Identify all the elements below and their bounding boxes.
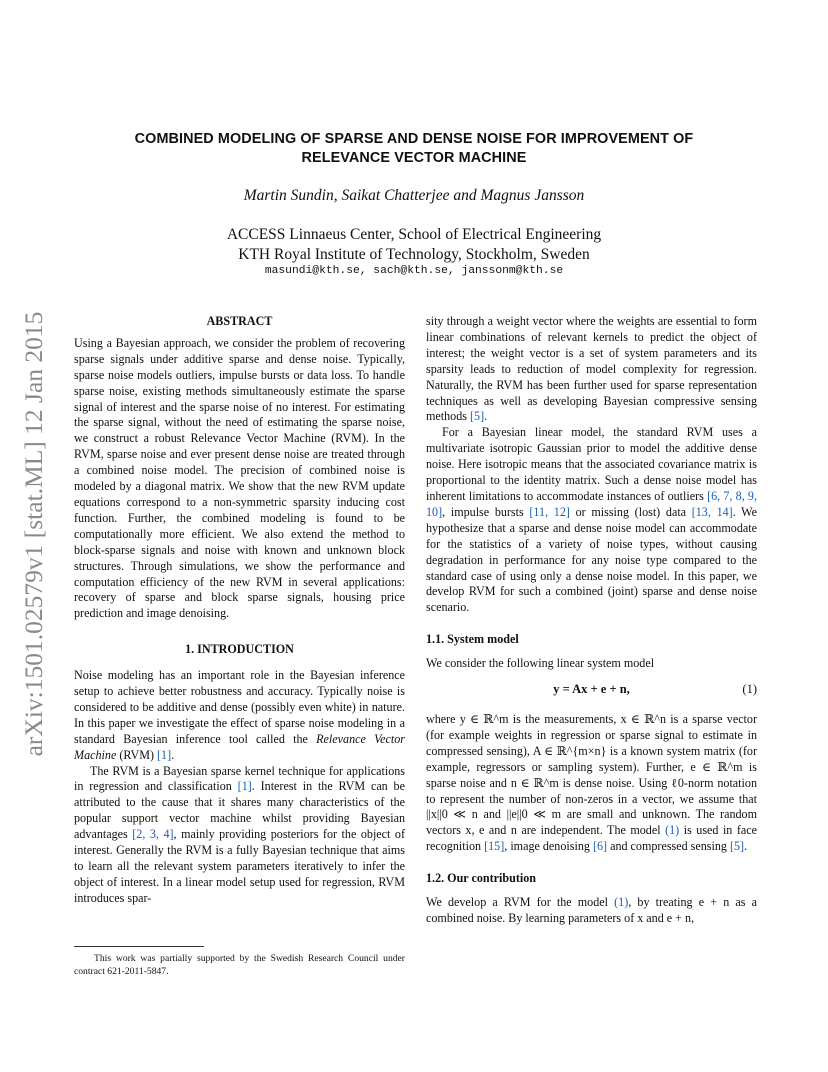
- footnote: [74, 953, 405, 978]
- equation-body: y = Ax + e + n,: [553, 682, 630, 697]
- authors: Martin Sundin, Saikat Chatterjee and Magnus Jansson: [243, 187, 585, 204]
- citation-link[interactable]: [1]: [237, 779, 252, 794]
- citation-link[interactable]: [1]: [157, 747, 172, 762]
- title-line-2: RELEVANCE VECTOR MACHINE: [301, 150, 527, 166]
- system-model-heading: 1.1. System model: [426, 632, 519, 647]
- abstract-heading: ABSTRACT: [206, 314, 273, 328]
- affiliation-line-1: ACCESS Linnaeus Center, School of Electrical Engineering: [226, 226, 602, 243]
- citation-link[interactable]: [5]: [729, 839, 745, 854]
- equation-1: [426, 682, 757, 704]
- citation-link[interactable]: [6, 7, 8, 9, 10]: [426, 488, 757, 519]
- intro-paragraph-3: For a Bayesian linear model, the standard RVM uses a multivariate isotropic Gaussian prior to model the additive dense noise. Here isotropic means that the associated covariance matrix is proportional to the identity matrix. Such a dense noise model has inherent limitations to accommodate instances of outliers [6, 7, 8, 9, 10], impulse bursts [11, 12] or missing (lost) data [13, 14]. We hypothesize that a sparse and dense noise model can accommodate for the statistics of a variety of noise types, without causing degradation in performance for any noise type compared to the standard case of using only a dense noise model. In this paper, we develop RVM for such a combined (joint) sparse and dense noise scenario.: [426, 425, 757, 615]
- paper-title: [60, 130, 768, 168]
- footnote-rule: [74, 946, 204, 947]
- intro-paragraph-2-text: , mainly providing posteriors for the object of interest. Generally the RVM is a fully Bayesian technique that aims to learn all the relevant system parameters iteratively to infer the object of interest. In a linear model setup used for regression, RVM introduces spar-: [74, 827, 405, 905]
- left-column: [74, 314, 405, 907]
- system-model-text: where y ∈ ℝ^m is the measurements, x ∈ ℝ^n is a sparse vector (for example weights in regression or sparse signal to estimate in compressed sensing), A ∈ ℝ^{m×n} is a known system matrix (for example, regressors or sampling system). Further, e ∈ ℝ^m is sparse noise and n ∈ ℝ^m is dense noise. Using ℓ0-norm notation to represent the number of non-zeros in a vector, we assume that ||x||0 ≪ n and ||e||0 ≪ m are small and unknown. The random vectors x, e and n are independent. The model (1) is used in face recognition [15], image denoising [6] and compressed sensing [5].: [426, 712, 757, 854]
- system-model-intro: We consider the following linear system model: [426, 656, 655, 671]
- footnote-text: This work was partially supported by the Swedish Research Council under contract 621-2011-5847.: [74, 953, 405, 977]
- author-emails: masundi@kth.se, sach@kth.se, janssonm@kth.se: [264, 265, 564, 277]
- citation-link[interactable]: [13, 14]: [691, 504, 733, 519]
- intro-paragraph-2-cont: sity through a weight vector where the weights are essential to form linear combinations of relevant kernels to predict the object of interest; the weight vector is a set of system parameters and its sparsity leads to reduction of model complexity for regression. Naturally, the RVM has been further used for sparse representation techniques as well as developing Bayesian compressive sensing methods [5].: [426, 314, 757, 424]
- affiliation: [60, 225, 768, 265]
- citation-link[interactable]: [2, 3, 4]: [132, 827, 174, 842]
- citation-link[interactable]: [5]: [470, 409, 485, 424]
- intro-paragraph-1: Noise modeling has an important role in the Bayesian inference setup to achieve better robustness and accuracy. Typically noise is considered to be additive and dense (possibly even white) in nature. In this paper we investigate the effect of sparse noise modeling in a standard Bayesian inference tool called the Relevance Vector Machine (RVM) [1].: [74, 668, 405, 762]
- arxiv-identifier-text: arXiv:1501.02579v1 [stat.ML] 12 Jan 2015: [19, 311, 48, 757]
- equation-ref-link[interactable]: (1): [665, 823, 680, 838]
- citation-link[interactable]: [11, 12]: [529, 504, 570, 519]
- arxiv-identifier: [14, 288, 54, 780]
- intro-heading: 1. INTRODUCTION: [185, 642, 294, 657]
- contribution-text: We develop a RVM for the model (1), by treating e + n as a combined noise. By learning parameters of x and e + n,: [426, 895, 757, 925]
- right-column: [426, 314, 757, 927]
- contribution-heading: 1.2. Our contribution: [426, 871, 536, 886]
- rvm-term: Relevance Vector Machine: [74, 731, 405, 762]
- citation-link[interactable]: [15]: [484, 839, 505, 854]
- equation-ref-link[interactable]: (1): [614, 895, 629, 910]
- citation-link[interactable]: [6]: [592, 839, 608, 854]
- intro-paragraph-2: The RVM is a Bayesian sparse kernel technique for applications in regression and classification [1]. Interest in the RVM can be attributed to the cause that it shares many characteristics of the popular support vector machine whilst providing Bayesian advantages [2, 3, 4], mainly providing posteriors for the object of interest. Generally the RVM is a fully Bayesian technique that aims to learn all the relevant system parameters iteratively to infer the object of interest. In a linear model setup used for regression, RVM introduces spar-: [74, 763, 405, 905]
- affiliation-line-2: KTH Royal Institute of Technology, Stockholm, Sweden: [238, 246, 590, 263]
- title-line-1: COMBINED MODELING OF SPARSE AND DENSE NOISE FOR IMPROVEMENT OF: [134, 131, 694, 147]
- abstract-text: Using a Bayesian approach, we consider the problem of recovering sparse signals under additive sparse and dense noise. Typically, sparse noise models outliers, impulse bursts or data loss. To handle sparse noise, existing methods simultaneously estimate the sparse signal of interest and the sparse noise of no interest. For estimating the sparse signal, without the need of estimating the sparse noise, we construct a robust Relevance Vector Machine (RVM). In the RVM, sparse noise and ever present dense noise are treated through a combined noise model. The precision of combined noise is modeled by a diagonal matrix. We show that the new RVM update equations correspond to a non-symmetric sparsity inducing cost function. Further, the combined modeling is found to be computationally more efficient. We also extend the method to block-sparse signals and noise with known and unknown block structures. Through simulations, we show the performance and computation efficiency of the new RVM in several applications: recovery of sparse and block sparse signals, housing price prediction and image denoising.: [74, 335, 405, 621]
- equation-number: (1): [742, 682, 757, 697]
